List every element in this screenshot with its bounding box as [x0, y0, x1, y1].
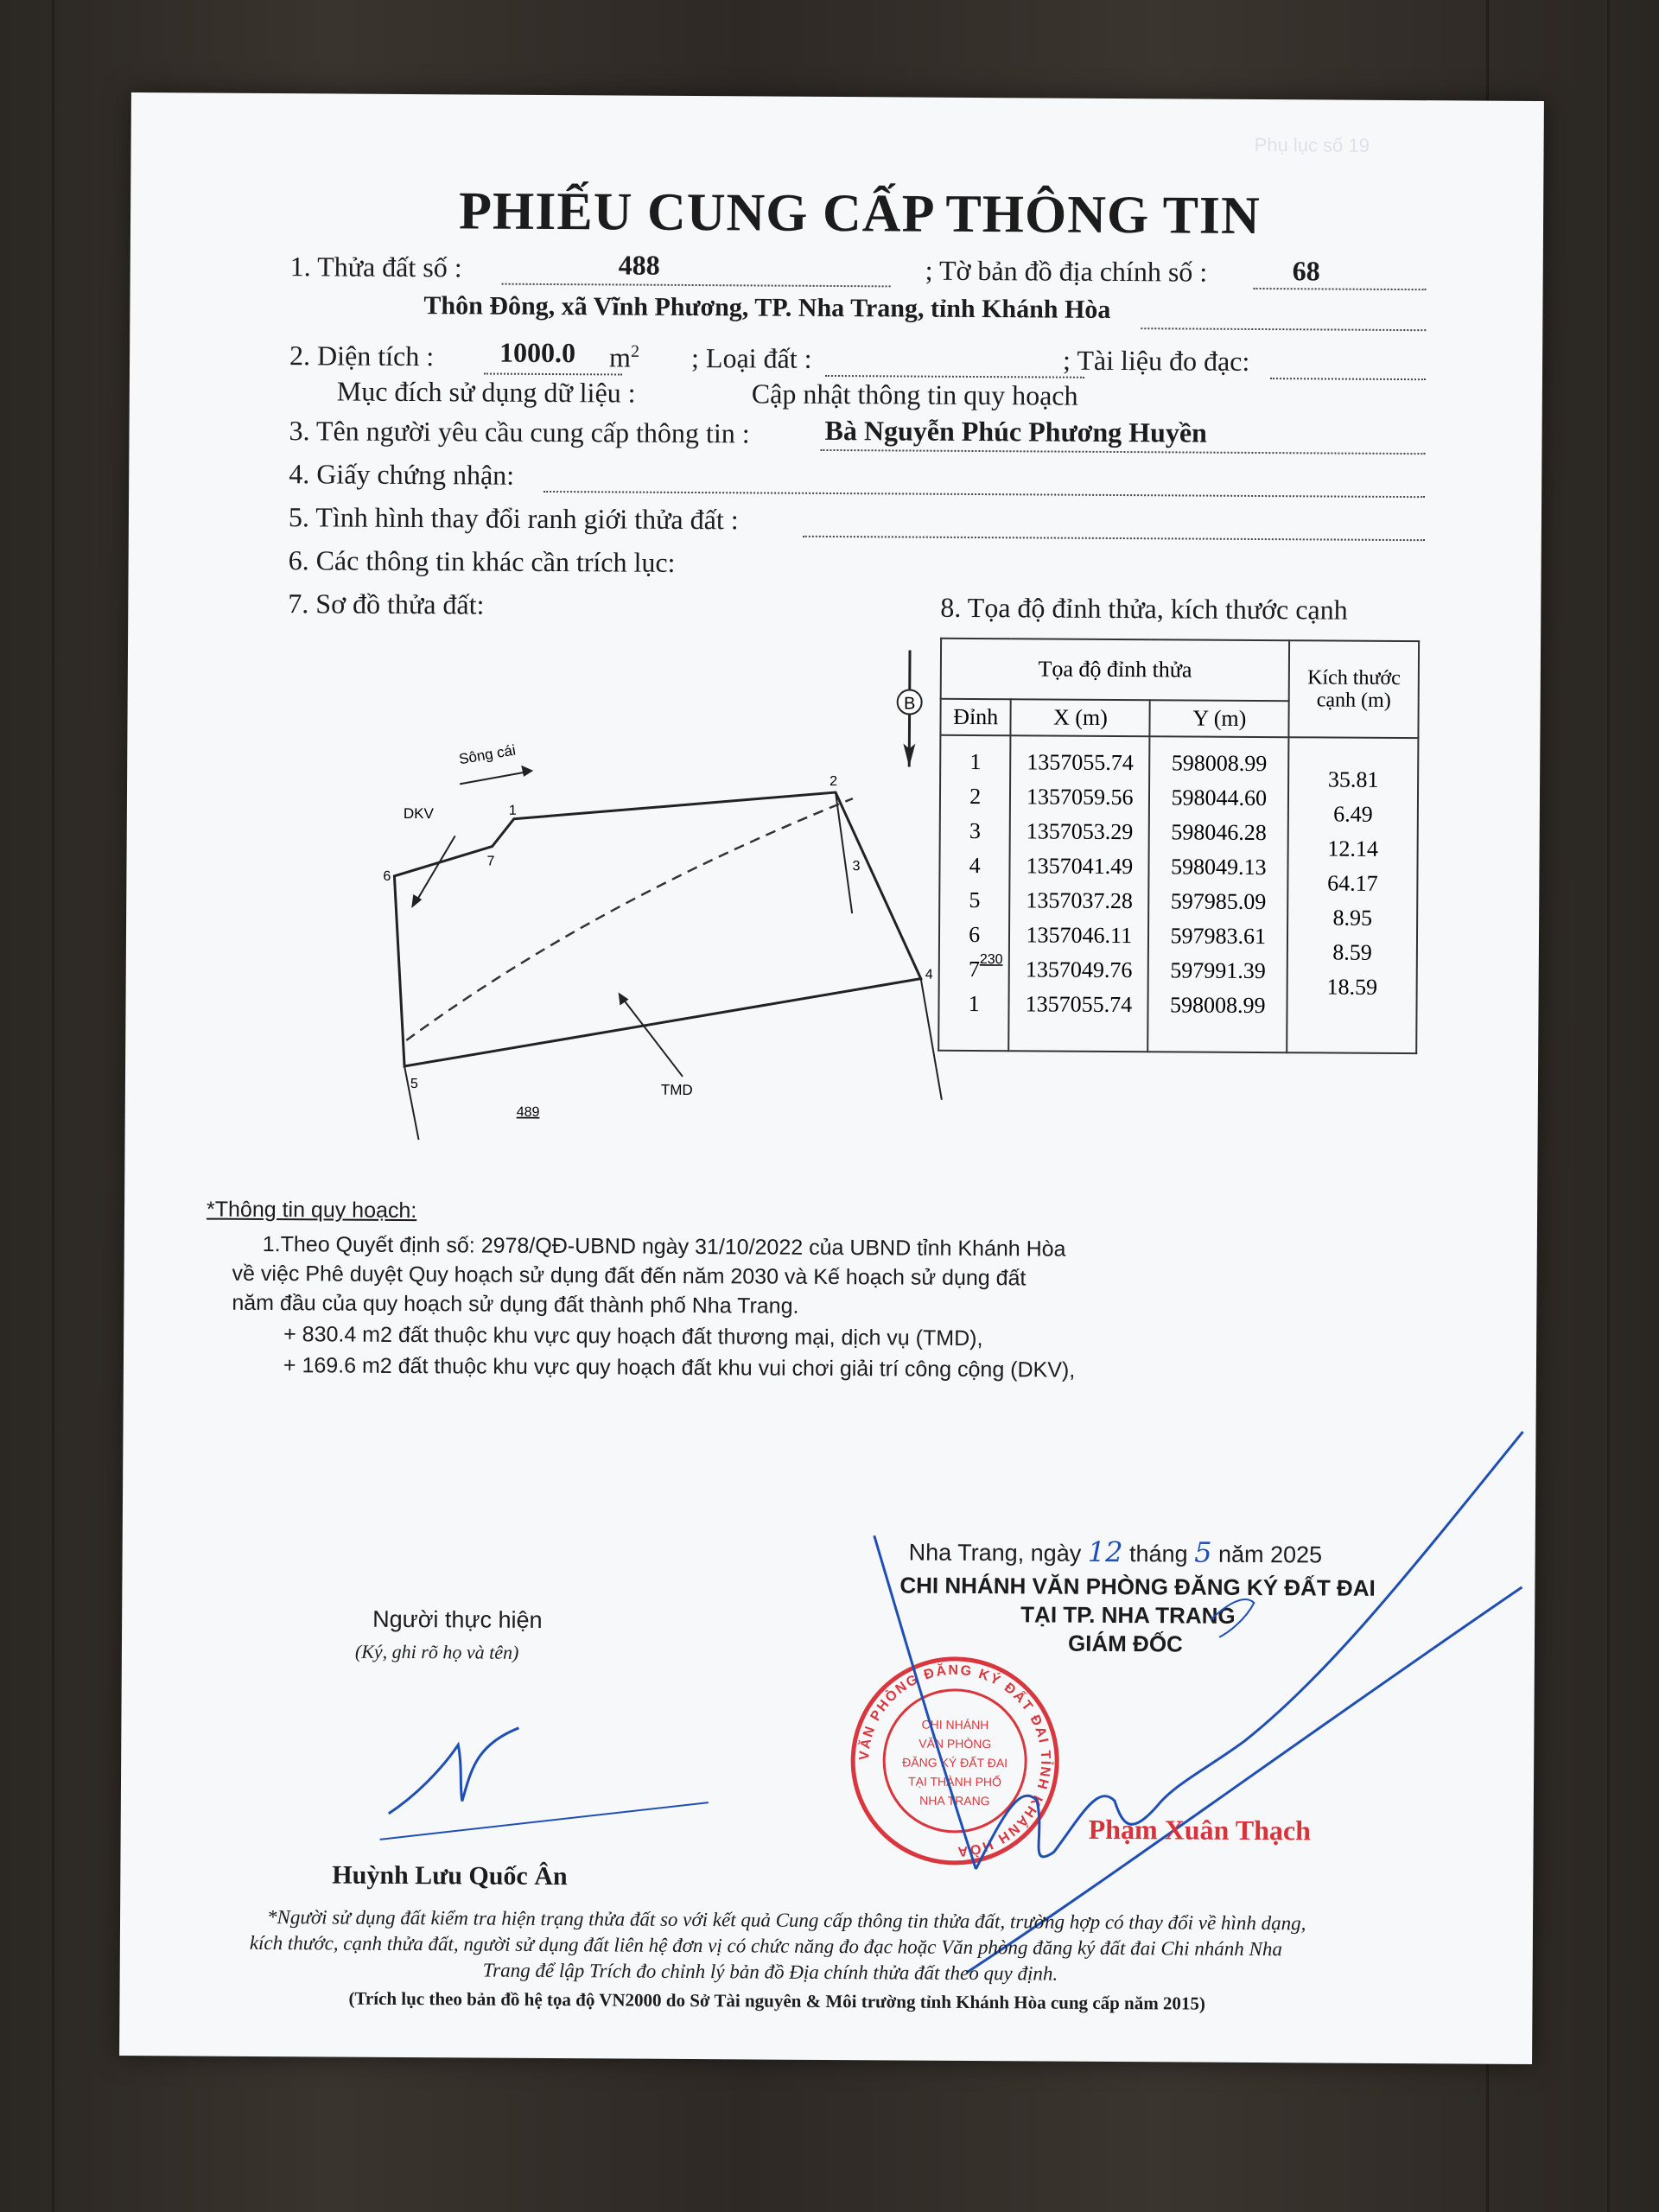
- table-cell-edge: 18.59: [1326, 974, 1378, 1000]
- performer-label: Người thực hiện: [372, 1605, 543, 1633]
- table-cell-edge: 35.81: [1327, 766, 1379, 792]
- neighbor-230: 230: [979, 952, 1003, 968]
- table-cell-x: 1357041.49: [1026, 853, 1134, 880]
- parcel-number: 488: [618, 249, 660, 281]
- vertex-label: 2: [830, 773, 838, 790]
- planning-line: năm đầu của quy hoạch sử dụng đất thành phố Nha Trang.: [232, 1290, 799, 1319]
- field8-label: 8. Tọa độ đỉnh thửa, kích thước cạnh: [940, 591, 1348, 626]
- purpose-value: Cập nhật thông tin quy hoạch: [751, 378, 1078, 411]
- dotted-line: [1141, 327, 1426, 331]
- table-cell-y: 598008.99: [1171, 750, 1268, 777]
- col-vertex: Đỉnh: [940, 699, 1011, 735]
- survey-doc-label: ; Tài liệu đo đạc:: [1062, 344, 1250, 377]
- table-cell-edge: 8.95: [1332, 905, 1373, 931]
- coordinates-table: [938, 638, 1420, 1054]
- table-cell-edge: 12.14: [1327, 836, 1379, 861]
- purpose-label: Mục đích sử dụng dữ liệu :: [336, 375, 636, 409]
- table-cell-x: 1357049.76: [1025, 957, 1133, 983]
- dkv-label: DKV: [403, 804, 434, 823]
- date-line: Nha Trang, ngày 12 tháng 5 năm 2025: [908, 1535, 1323, 1569]
- performer-sub: (Ký, ghi rõ họ và tên): [354, 1640, 519, 1663]
- footnote-line: *Người sử dụng đất kiểm tra hiện trạng thửa đất so với kết quả Cung cấp thông tin thửa đất, trường hợp có thay đổi về hình dạng,: [266, 1906, 1306, 1935]
- planning-line: về việc Phê duyệt Quy hoạch sử dụng đất đến năm 2030 và Kế hoạch sử dụng đất: [232, 1261, 1027, 1291]
- footnote-source: (Trích lục theo bản đồ hệ tọa độ VN2000 do Sở Tài nguyên & Môi trường tỉnh Khánh Hòa cung cấp năm 2015): [348, 1987, 1206, 2014]
- office-line: TẠI TP. NHA TRANG: [1020, 1601, 1236, 1629]
- director-name: Phạm Xuân Thạch: [1088, 1813, 1312, 1847]
- table-cell-x: 1357055.74: [1027, 749, 1134, 776]
- office-line: CHI NHÁNH VĂN PHÒNG ĐĂNG KÝ ĐẤT ĐAI: [899, 1572, 1376, 1601]
- table-cell-vertex: 3: [969, 817, 981, 844]
- vertex-label: 6: [383, 868, 391, 884]
- table-cell-y: 598044.60: [1171, 785, 1268, 811]
- col-y: Y (m): [1150, 700, 1289, 737]
- table-cell-y: 598046.28: [1171, 819, 1267, 846]
- dotted-line: [1270, 378, 1426, 380]
- requester-name: Bà Nguyễn Phúc Phương Huyền: [824, 414, 1208, 448]
- dotted-line: [820, 449, 1425, 454]
- svg-text:VĂN PHÒNG ĐĂNG KÝ ĐẤT ĐAI TỈNH: VĂN PHÒNG ĐĂNG KÝ ĐẤT ĐAI TỈNH KHÁNH HÒA: [857, 1662, 1053, 1859]
- parcel-boundary: [393, 790, 922, 1070]
- svg-text:VĂN PHÒNG: VĂN PHÒNG: [918, 1736, 992, 1751]
- table-header-edge: Kích thước cạnh (m): [1289, 640, 1419, 738]
- svg-text:NHA TRANG: NHA TRANG: [919, 1793, 990, 1808]
- vertex-column: [938, 735, 1011, 1051]
- field6-label: 6. Các thông tin khác cần trích lục:: [288, 544, 676, 578]
- river-label: Sông cái: [457, 741, 518, 768]
- table-cell-vertex: 6: [969, 921, 981, 948]
- field7-label: 7. Sơ đồ thửa đất:: [288, 588, 485, 620]
- parcel-plan: [280, 733, 1003, 1169]
- table-cell-edge: 6.49: [1333, 801, 1373, 827]
- field4-label: 4. Giấy chứng nhận:: [289, 458, 515, 491]
- table-cell-vertex: 5: [969, 887, 981, 913]
- vertex-label: 4: [925, 967, 933, 982]
- field2-label: 2. Diện tích :: [289, 340, 435, 372]
- field1-label: 1. Thửa đất số :: [289, 251, 462, 283]
- x-column: [1009, 735, 1150, 1052]
- river-arrow-icon: [460, 771, 529, 784]
- y-column: [1148, 736, 1289, 1052]
- table-cell-x: 1357055.74: [1025, 991, 1133, 1018]
- table-cell-x: 1357037.28: [1026, 887, 1133, 914]
- table-cell-edge: 64.17: [1327, 870, 1378, 896]
- neighbor-489: 489: [516, 1104, 540, 1120]
- edge-column: [1287, 737, 1418, 1053]
- performer-name: Huỳnh Lưu Quốc Ân: [332, 1860, 568, 1891]
- north-label: B: [903, 694, 916, 714]
- table-cell-vertex: 1: [969, 748, 982, 775]
- director-signature: [845, 1332, 1541, 2071]
- vertex-label: 1: [508, 803, 517, 818]
- planning-heading: *Thông tin quy hoạch:: [206, 1197, 417, 1224]
- wood-seam: [1607, 0, 1610, 2212]
- table-header-group: Tọa độ đỉnh thửa: [941, 639, 1290, 701]
- document-title: PHIẾU CUNG CẤP THÔNG TIN: [458, 181, 1262, 246]
- table-cell-edge: 8.59: [1332, 939, 1372, 965]
- table-cell-vertex: 4: [969, 852, 981, 879]
- handwritten-day: 12: [1087, 1535, 1123, 1569]
- document-page: [119, 92, 1544, 2064]
- col-x: X (m): [1011, 699, 1150, 736]
- planning-line: 1.Theo Quyết định số: 2978/QĐ-UBND ngày 31/10/2022 của UBND tỉnh Khánh Hòa: [262, 1231, 1066, 1262]
- vertex-label: 5: [410, 1077, 418, 1092]
- field3-label: 3. Tên người yêu cầu cung cấp thông tin :: [289, 415, 750, 449]
- vertex-label: 3: [852, 859, 861, 874]
- dotted-line: [502, 283, 891, 288]
- page-number-faint: Phụ lục số 19: [1254, 133, 1370, 156]
- map-sheet-number: 68: [1292, 255, 1320, 287]
- table-cell-x: 1357059.56: [1027, 784, 1134, 810]
- table-cell-vertex: 1: [968, 990, 980, 1017]
- tmd-arrow-icon: [622, 999, 683, 1077]
- boundary-extension: [393, 876, 405, 1066]
- footnote-line: Trang để lập Trích đo chỉnh lý bản đồ Địa chính thửa đất theo quy định.: [482, 1959, 1058, 1985]
- dotted-line: [825, 375, 1084, 378]
- performer-signature: [380, 1719, 727, 1850]
- handwritten-month: 5: [1194, 1535, 1212, 1569]
- svg-text:CHI NHÁNH: CHI NHÁNH: [921, 1717, 989, 1732]
- table-cell-x: 1357053.29: [1026, 818, 1134, 845]
- table-cell-y: 598008.99: [1170, 992, 1266, 1019]
- table-cell-y: 597983.61: [1170, 923, 1267, 950]
- field5-label: 5. Tình hình thay đổi ranh giới thửa đất :: [288, 501, 739, 536]
- dotted-line: [1254, 288, 1427, 290]
- svg-text:ĐĂNG KÝ ĐẤT ĐAI: ĐĂNG KÝ ĐẤT ĐAI: [902, 1755, 1008, 1770]
- svg-text:TẠI THÀNH PHỐ: TẠI THÀNH PHỐ: [908, 1774, 1002, 1789]
- tmd-label: TMD: [660, 1081, 693, 1099]
- vertex-label: 7: [486, 854, 495, 869]
- land-type-label: ; Loại đất :: [690, 341, 812, 374]
- wood-seam: [52, 0, 54, 2212]
- table-cell-y: 597991.39: [1170, 957, 1266, 984]
- address: Thôn Đông, xã Vĩnh Phương, TP. Nha Trang, tỉnh Khánh Hòa: [423, 291, 1111, 324]
- table-cell-y: 598049.13: [1170, 854, 1267, 880]
- table-cell-x: 1357046.11: [1026, 922, 1133, 949]
- map-sheet-label: ; Tờ bản đồ địa chính số :: [925, 254, 1208, 288]
- planning-item: + 169.6 m2 đất thuộc khu vực quy hoạch đất khu vui chơi giải trí công cộng (DKV),: [283, 1353, 1076, 1382]
- area-value: 1000.0: [499, 336, 576, 369]
- table-cell-vertex: 2: [969, 783, 982, 810]
- table-cell-y: 597985.09: [1170, 888, 1267, 915]
- dotted-line: [803, 536, 1425, 541]
- dotted-line: [484, 373, 622, 376]
- zoning-divider: [403, 796, 853, 1043]
- planning-item: + 830.4 m2 đất thuộc khu vực quy hoạch đất thương mại, dịch vụ (TMD),: [283, 1322, 983, 1351]
- office-line: GIÁM ĐỐC: [1067, 1630, 1183, 1657]
- table-cell-vertex: 7: [968, 956, 981, 982]
- footnote-line: kích thước, cạnh thửa đất, người sử dụng đất liên hệ đơn vị có chức năng đo đạc hoặc Văn phòng đăng ký đất đai Chi nhánh Nha: [249, 1931, 1283, 1961]
- dotted-line: [543, 491, 1425, 498]
- area-unit: $m^2$: [608, 341, 640, 373]
